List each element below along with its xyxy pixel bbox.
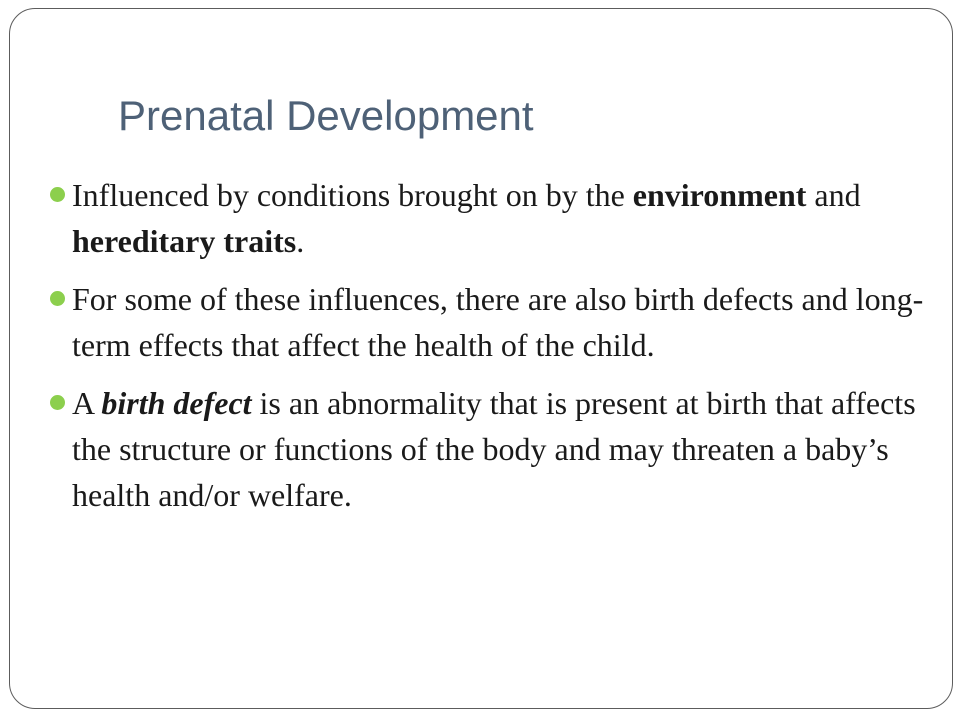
bullet-dot-icon bbox=[50, 395, 65, 410]
bullet-text-part: . bbox=[296, 223, 305, 259]
slide-frame bbox=[9, 8, 953, 709]
bullet-text-part: birth defect bbox=[101, 385, 252, 421]
bullet-item bbox=[50, 172, 930, 264]
bullet-text-part: A bbox=[72, 385, 102, 421]
slide-title: Prenatal Development bbox=[118, 92, 534, 139]
bullet-text-part: environment bbox=[632, 177, 807, 213]
bullet-list bbox=[50, 172, 930, 530]
bullet-text-part: Influenced by conditions brought on by the bbox=[72, 177, 633, 213]
bullet-dot-icon bbox=[50, 291, 65, 306]
bullet-dot-icon bbox=[50, 187, 65, 202]
bullet-item bbox=[50, 380, 930, 518]
bullet-text-part: and bbox=[806, 177, 861, 213]
bullet-text-part: hereditary traits bbox=[72, 223, 297, 259]
bullet-text-part: is an abnormality that is present at birth that affects the structure or functions of the body and may threaten a baby’s health and/or welfare. bbox=[72, 385, 916, 513]
bullet-text-part: For some of these influences, there are also birth defects and long-term effects that affect the health of the child. bbox=[72, 281, 924, 363]
bullet-item bbox=[50, 276, 930, 368]
